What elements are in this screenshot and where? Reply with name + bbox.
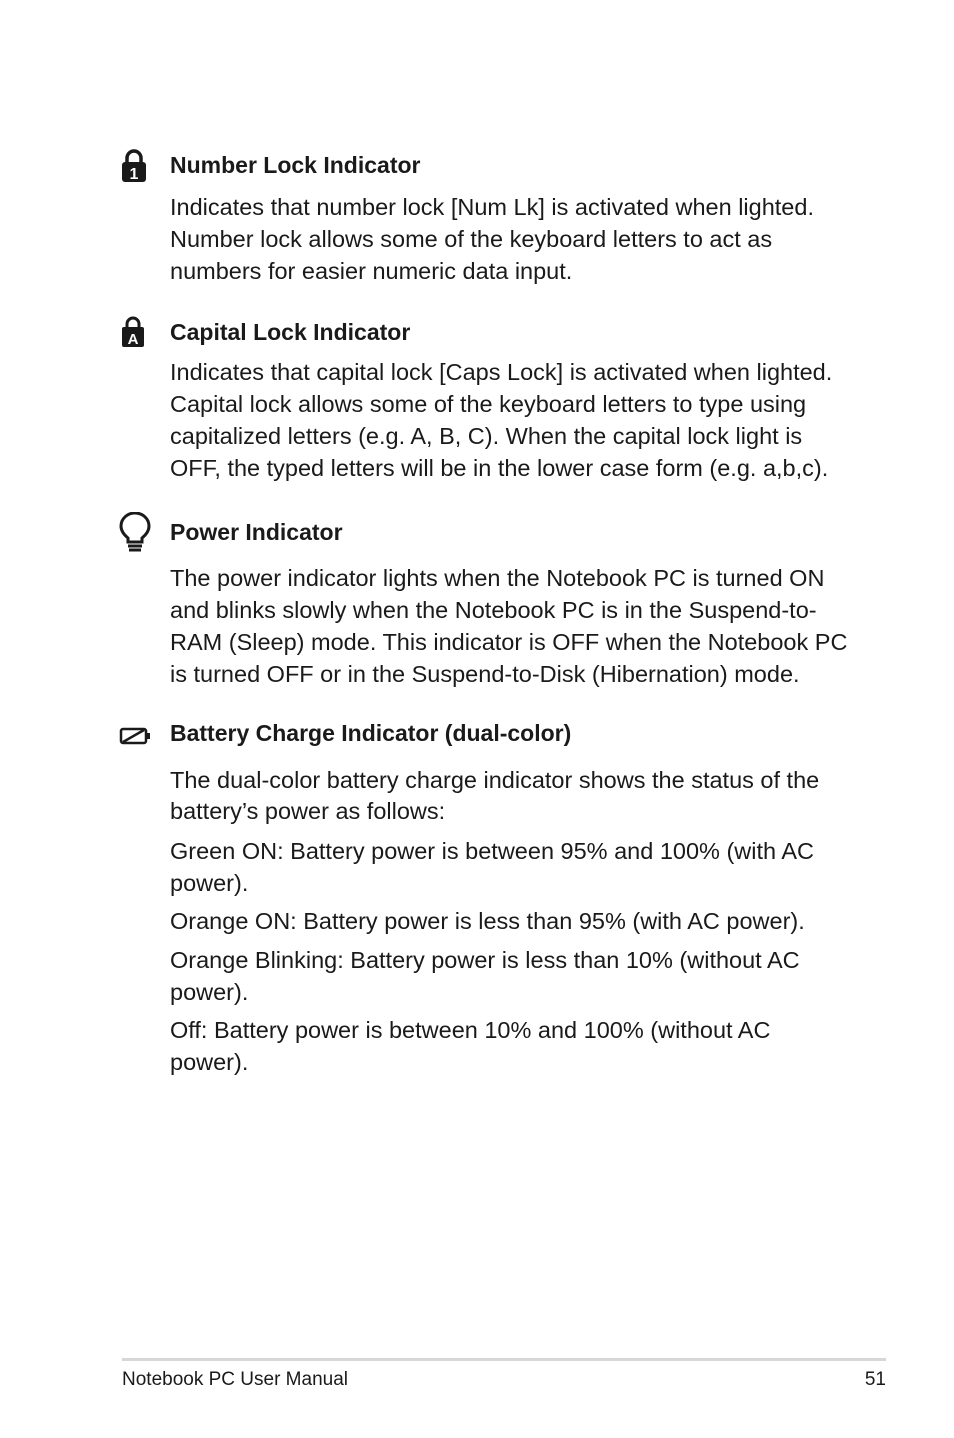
power-description: The power indicator lights when the Notebook PC is turned ON and blinks slowly when the Notebook PC is in the Suspend-to-RAM (Sleep) mode. This indicator is OFF when the Notebook PC is turned OFF or in the Suspend-to-Disk (Hibernation) mode. <box>170 565 848 687</box>
footer-divider <box>122 1358 886 1361</box>
capital-lock-description: Indicates that capital lock [Caps Lock] is activated when lighted. Capital lock allows some of the keyboard letters to type using capitalized letters (e.g. A, B, C). When the capital lock light is OFF, the typed letters will be in the lower case form (e.g. a,b,c). <box>170 359 833 481</box>
battery-icon <box>118 724 152 760</box>
page-number: 51 <box>864 1369 886 1390</box>
power-bulb-icon <box>118 512 152 548</box>
battery-orange-blinking: Orange Blinking: Battery power is less than 10% (without AC power). <box>170 947 800 1005</box>
battery-green-on: Green ON: Battery power is between 95% and 100% (with AC power). <box>170 838 814 896</box>
number-lock-heading: Number Lock Indicator <box>170 152 421 178</box>
svg-text:A: A <box>127 331 139 348</box>
battery-intro: The dual-color battery charge indicator shows the status of the battery’s power as follows: <box>170 767 820 824</box>
battery-heading: Battery Charge Indicator (dual-color) <box>170 720 572 746</box>
num-lock-icon <box>118 148 152 184</box>
caps-lock-icon <box>118 314 152 350</box>
battery-off: Off: Battery power is between 10% and 100% (without AC power). <box>170 1017 771 1075</box>
svg-text:1: 1 <box>129 166 139 183</box>
number-lock-description: Indicates that number lock [Num Lk] is activated when lighted. Number lock allows some of the keyboard letters to act as numbers for easier numeric data input. <box>170 194 814 284</box>
battery-orange-on: Orange ON: Battery power is less than 95% (with AC power). <box>170 908 805 934</box>
capital-lock-heading: Capital Lock Indicator <box>170 319 411 345</box>
footer-manual-title: Notebook PC User Manual <box>122 1369 348 1390</box>
power-heading: Power Indicator <box>170 519 343 545</box>
